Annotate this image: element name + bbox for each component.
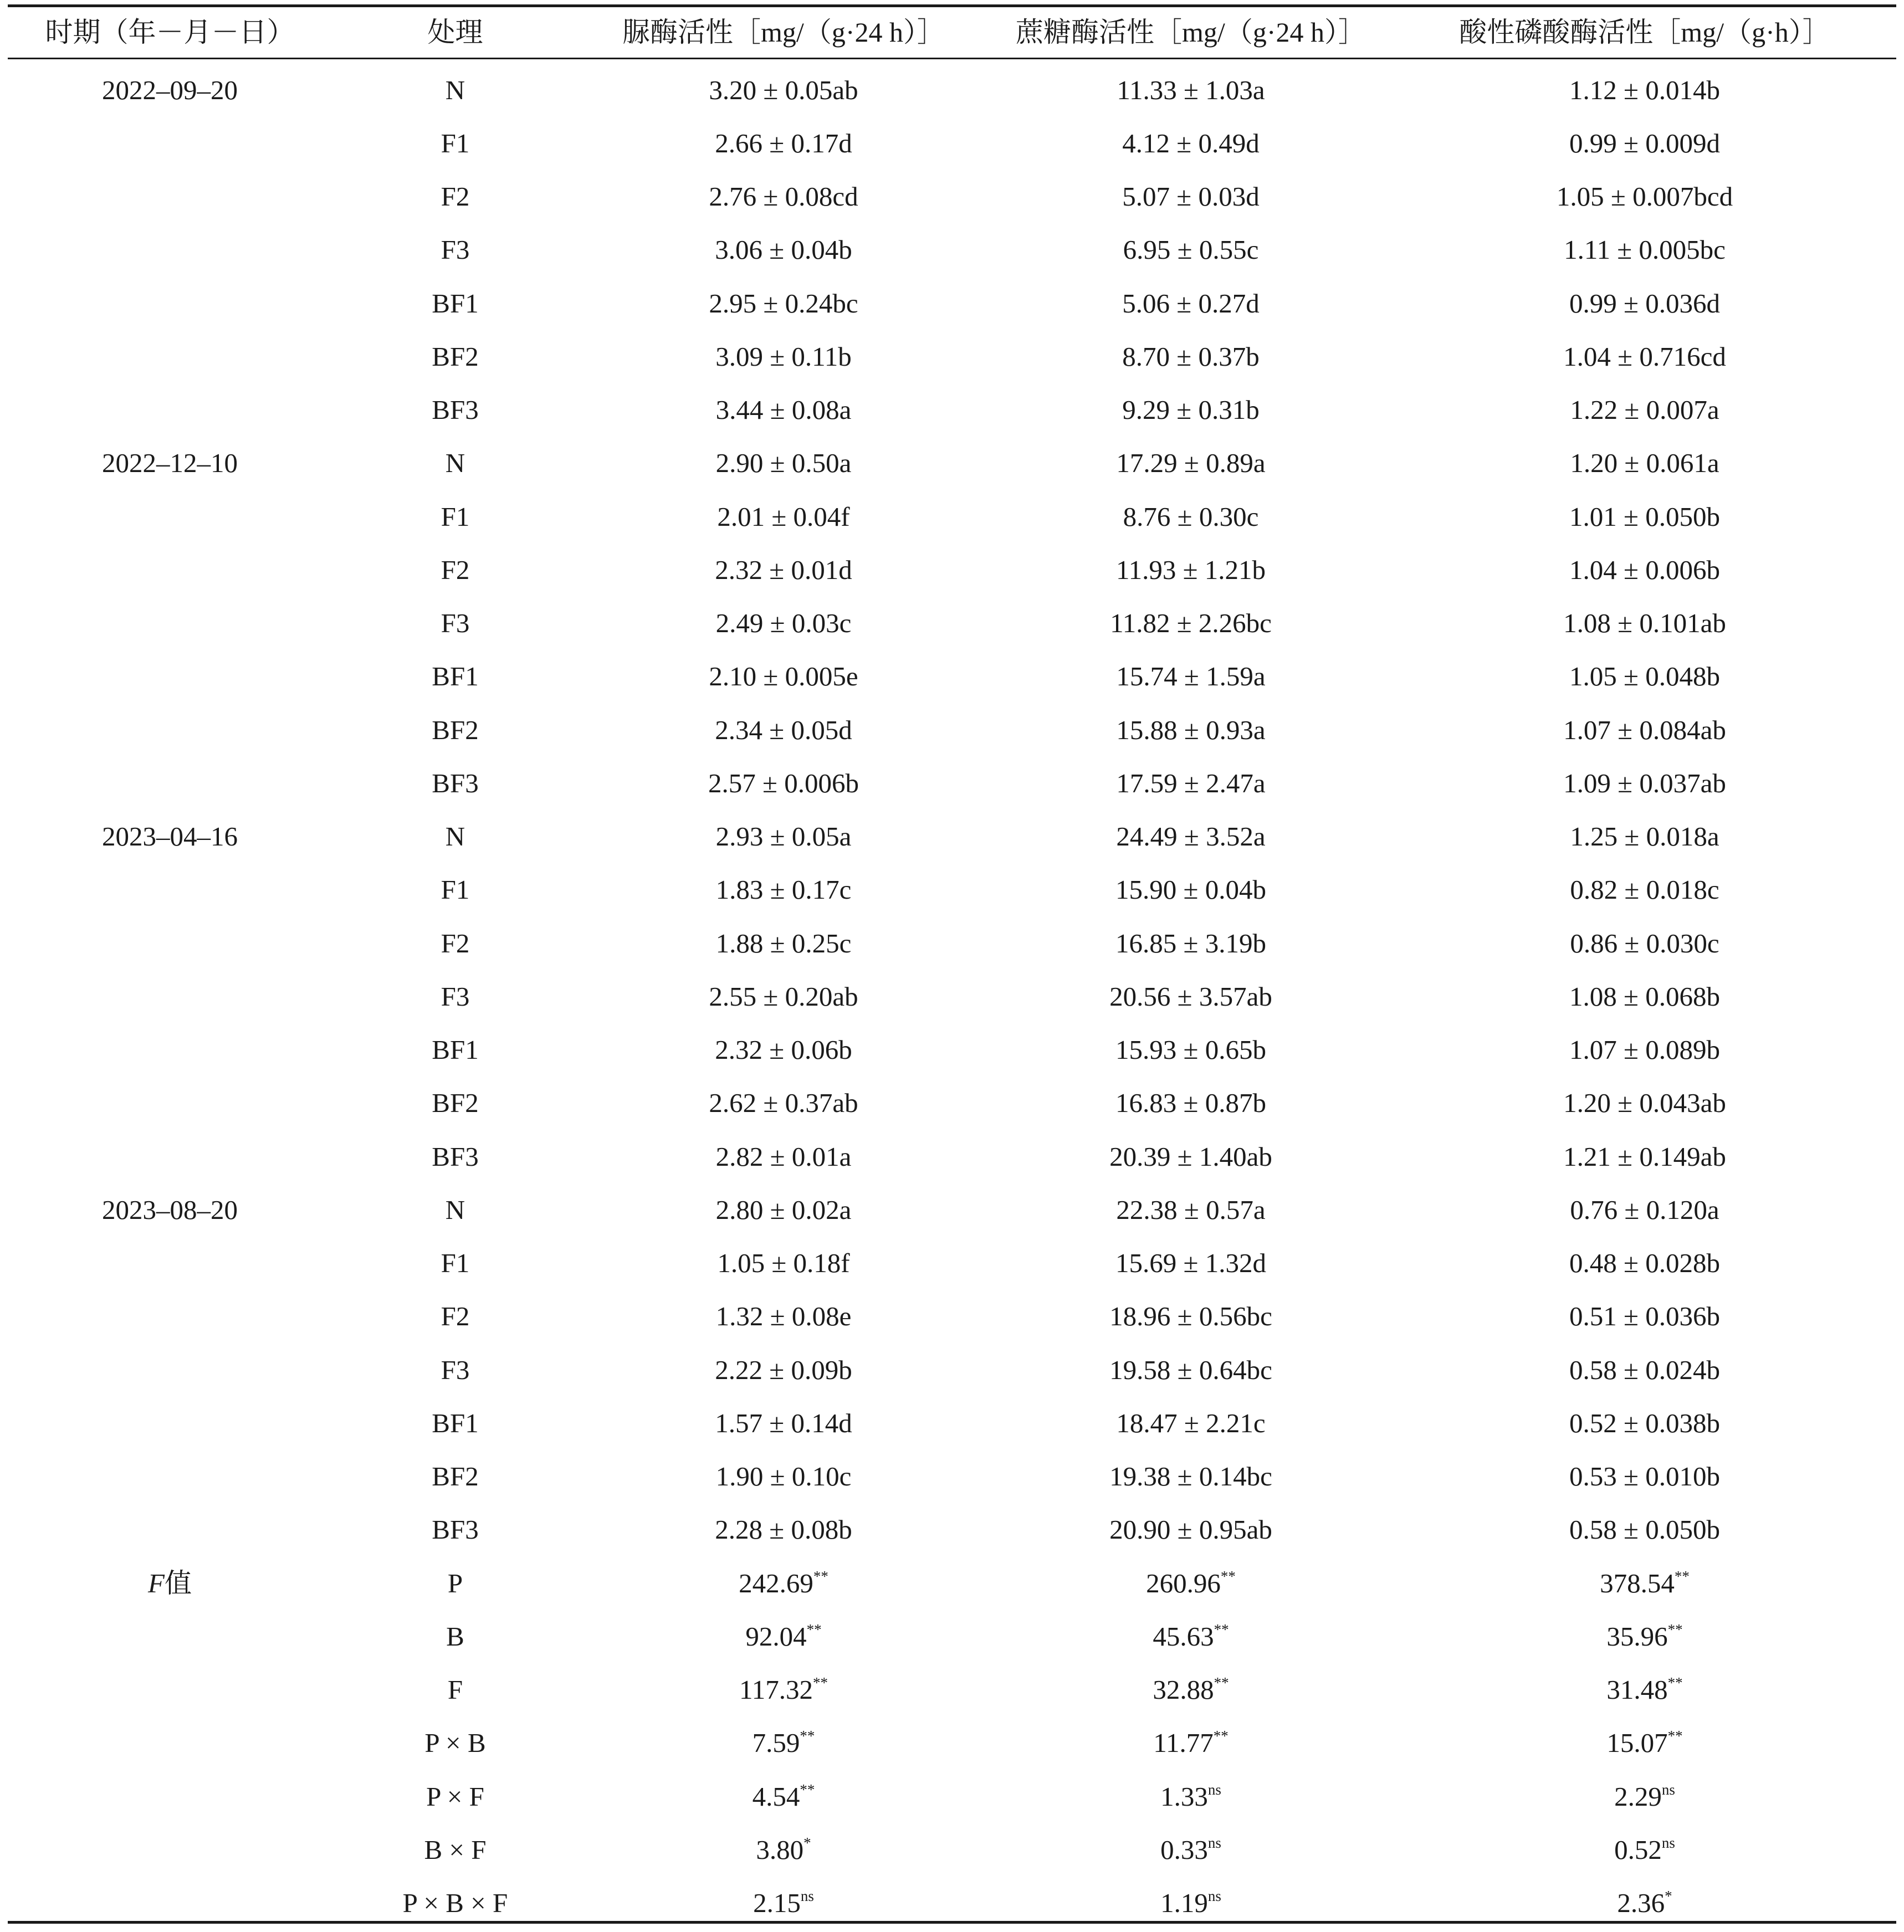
treatment-cell: F2 <box>441 181 470 212</box>
table-row <box>8 1450 1896 1503</box>
f-value-row <box>8 1877 1896 1930</box>
urease-cell: 2.57 ± 0.006b <box>708 767 859 798</box>
f-value-row <box>8 1716 1896 1770</box>
acid-phosphatase-cell: 1.20 ± 0.043ab <box>1563 1088 1726 1119</box>
sucrase-cell: 15.88 ± 0.93a <box>1116 714 1266 745</box>
enzyme-activity-table <box>8 7 1896 1930</box>
acid-phosphatase-f-cell <box>1393 1663 1896 1716</box>
sucrase-cell: 20.56 ± 3.57ab <box>1109 981 1272 1012</box>
treatment-cell: BF3 <box>432 1514 479 1545</box>
f-value: 3.80 <box>756 1834 804 1865</box>
f-value-row <box>8 1556 1896 1610</box>
treatment-cell: N <box>445 448 465 479</box>
significance-mark: ns <box>1661 1781 1675 1798</box>
f-value: 11.77 <box>1153 1728 1214 1759</box>
f-value-label-italic: F <box>148 1567 165 1598</box>
table-row <box>8 756 1896 809</box>
acid-phosphatase-cell: 1.05 ± 0.048b <box>1569 661 1720 692</box>
f-value-row <box>8 1663 1896 1716</box>
acid-phosphatase-cell: 1.08 ± 0.068b <box>1569 981 1720 1012</box>
treatment-cell: F3 <box>441 1354 470 1385</box>
acid-phosphatase-cell: 1.25 ± 0.018a <box>1570 821 1719 852</box>
treatment-cell: F1 <box>441 501 470 532</box>
acid-phosphatase-cell: 0.76 ± 0.120a <box>1570 1194 1719 1225</box>
significance-mark: ** <box>812 1674 828 1692</box>
sucrase-cell: 19.58 ± 0.64bc <box>1109 1354 1272 1385</box>
f-value-row <box>8 1610 1896 1663</box>
urease-cell: 3.09 ± 0.11b <box>715 341 852 372</box>
f-value: 378.54 <box>1600 1567 1675 1598</box>
factor-cell: P × B <box>424 1728 486 1759</box>
table-row <box>8 703 1896 756</box>
f-value: 2.29 <box>1614 1781 1662 1812</box>
urease-f-cell <box>579 1716 989 1770</box>
sucrase-cell: 16.83 ± 0.87b <box>1115 1088 1266 1119</box>
acid-phosphatase-cell: 0.82 ± 0.018c <box>1570 874 1719 905</box>
acid-phosphatase-f-cell <box>1393 1877 1896 1930</box>
period-cell <box>8 1450 332 1503</box>
acid-phosphatase-cell: 0.58 ± 0.024b <box>1569 1354 1720 1385</box>
f-value: 1.33 <box>1160 1781 1208 1812</box>
acid-phosphatase-cell: 1.04 ± 0.006b <box>1569 554 1720 585</box>
table-row <box>8 330 1896 383</box>
treatment-cell: BF2 <box>432 341 479 372</box>
header-sucrase: 蔗糖酶活性［mg/（g·24 h）］ <box>1016 17 1366 48</box>
sucrase-f-cell <box>989 1663 1393 1716</box>
significance-mark: ** <box>1674 1567 1690 1585</box>
urease-cell: 2.62 ± 0.37ab <box>709 1088 858 1119</box>
sucrase-cell: 15.74 ± 1.59a <box>1116 661 1266 692</box>
period-cell: 2023–04–16 <box>102 821 238 852</box>
period-cell <box>8 863 332 916</box>
period-cell <box>8 330 332 383</box>
treatment-cell: F1 <box>441 874 470 905</box>
acid-phosphatase-cell: 1.05 ± 0.007bcd <box>1556 181 1733 212</box>
treatment-cell: F3 <box>441 608 470 639</box>
header-acid-phosphatase: 酸性磷酸酶活性［mg/（g·h）］ <box>1459 17 1830 48</box>
urease-cell: 3.06 ± 0.04b <box>715 234 852 265</box>
urease-f-cell <box>579 1556 989 1610</box>
table-row <box>8 276 1896 330</box>
table-row <box>8 650 1896 703</box>
period-cell <box>8 543 332 596</box>
acid-phosphatase-cell: 1.21 ± 0.149ab <box>1563 1141 1726 1172</box>
significance-mark: * <box>1665 1888 1672 1905</box>
factor-cell: P <box>447 1567 463 1598</box>
table-row <box>8 1023 1896 1077</box>
sucrase-cell: 11.33 ± 1.03a <box>1117 74 1265 105</box>
acid-phosphatase-f-cell <box>1393 1716 1896 1770</box>
table-row <box>8 1290 1896 1343</box>
f-value: 0.33 <box>1160 1834 1208 1865</box>
period-cell <box>8 1556 332 1610</box>
urease-cell: 3.20 ± 0.05ab <box>709 74 858 105</box>
treatment-cell: F2 <box>441 927 470 959</box>
period-cell <box>8 1396 332 1449</box>
f-value: 117.32 <box>739 1674 813 1705</box>
sucrase-cell: 17.59 ± 2.47a <box>1116 767 1266 798</box>
urease-cell: 2.32 ± 0.06b <box>715 1034 852 1065</box>
table-row <box>8 116 1896 170</box>
header-treatment: 处理 <box>427 17 483 48</box>
sucrase-cell: 19.38 ± 0.14bc <box>1109 1461 1272 1492</box>
acid-phosphatase-cell: 1.11 ± 0.005bc <box>1564 234 1726 265</box>
table-row <box>8 223 1896 276</box>
treatment-cell: BF3 <box>432 394 479 426</box>
sucrase-cell: 4.12 ± 0.49d <box>1122 127 1260 158</box>
sucrase-cell: 5.07 ± 0.03d <box>1122 181 1260 212</box>
header-row <box>8 7 1896 58</box>
urease-cell: 2.55 ± 0.20ab <box>709 981 858 1012</box>
urease-cell: 2.95 ± 0.24bc <box>709 288 858 319</box>
table-row <box>8 1343 1896 1396</box>
acid-phosphatase-f-cell <box>1393 1610 1896 1663</box>
treatment-cell: BF2 <box>432 1088 479 1119</box>
table-row <box>8 810 1896 863</box>
table-row <box>8 597 1896 650</box>
sucrase-cell: 15.90 ± 0.04b <box>1115 874 1266 905</box>
f-value-row <box>8 1823 1896 1876</box>
urease-cell: 2.34 ± 0.05d <box>715 714 852 745</box>
urease-f-cell <box>579 1770 989 1823</box>
significance-mark: ** <box>1214 1621 1229 1638</box>
f-value-label: 值 <box>164 1567 192 1598</box>
urease-cell: 2.93 ± 0.05a <box>715 821 852 852</box>
urease-cell: 3.44 ± 0.08a <box>715 394 852 426</box>
table-row <box>8 863 1896 916</box>
header-urease: 脲酶活性［mg/（g·24 h）］ <box>622 17 945 48</box>
factor-cell: B × F <box>424 1834 487 1865</box>
sucrase-cell: 6.95 ± 0.55c <box>1123 234 1259 265</box>
urease-f-cell <box>579 1610 989 1663</box>
table-body <box>8 58 1896 1930</box>
treatment-cell: BF1 <box>432 288 479 319</box>
table-row <box>8 1183 1896 1236</box>
period-cell <box>8 1130 332 1183</box>
significance-mark: ** <box>1667 1728 1683 1745</box>
significance-mark: ns <box>1661 1834 1675 1851</box>
f-value: 2.15 <box>753 1888 801 1919</box>
sucrase-cell: 24.49 ± 3.52a <box>1116 821 1266 852</box>
f-value: 1.19 <box>1160 1888 1208 1919</box>
significance-mark: ** <box>1213 1728 1229 1745</box>
acid-phosphatase-cell: 1.20 ± 0.061a <box>1570 448 1719 479</box>
acid-phosphatase-cell: 1.04 ± 0.716cd <box>1563 341 1726 372</box>
period-cell <box>8 1823 332 1876</box>
sucrase-cell: 18.47 ± 2.21c <box>1116 1407 1266 1438</box>
period-cell <box>8 1237 332 1290</box>
urease-cell: 1.83 ± 0.17c <box>715 874 852 905</box>
period-cell <box>8 970 332 1023</box>
period-cell <box>8 650 332 703</box>
acid-phosphatase-cell: 0.58 ± 0.050b <box>1569 1514 1720 1545</box>
significance-mark: ** <box>800 1728 815 1745</box>
table-header <box>8 7 1896 58</box>
urease-cell: 2.49 ± 0.03c <box>715 608 852 639</box>
treatment-cell: F1 <box>441 1248 470 1279</box>
acid-phosphatase-cell: 0.99 ± 0.009d <box>1569 127 1720 158</box>
urease-cell: 2.10 ± 0.005e <box>709 661 858 692</box>
urease-cell: 1.05 ± 0.18f <box>717 1248 850 1279</box>
urease-cell: 1.32 ± 0.08e <box>715 1301 852 1332</box>
period-cell <box>8 1610 332 1663</box>
urease-cell: 2.22 ± 0.09b <box>715 1354 852 1385</box>
table-row <box>8 1503 1896 1556</box>
significance-mark: ** <box>813 1567 828 1585</box>
sucrase-cell: 11.82 ± 2.26bc <box>1110 608 1272 639</box>
acid-phosphatase-f-cell <box>1393 1823 1896 1876</box>
acid-phosphatase-cell: 0.51 ± 0.036b <box>1569 1301 1720 1332</box>
urease-cell: 1.57 ± 0.14d <box>715 1407 852 1438</box>
period-cell: 2022–12–10 <box>102 448 238 479</box>
period-cell <box>8 597 332 650</box>
f-value: 45.63 <box>1153 1621 1214 1652</box>
treatment-cell: N <box>445 1194 465 1225</box>
f-value: 242.69 <box>739 1567 813 1598</box>
period-cell <box>8 116 332 170</box>
factor-cell: P × F <box>426 1781 484 1812</box>
sucrase-f-cell <box>989 1877 1393 1930</box>
f-value: 0.52 <box>1614 1834 1662 1865</box>
period-cell: 2023–08–20 <box>102 1194 238 1225</box>
treatment-cell: F2 <box>441 554 470 585</box>
acid-phosphatase-cell: 1.07 ± 0.089b <box>1569 1034 1720 1065</box>
f-value: 4.54 <box>752 1781 800 1812</box>
table-row <box>8 1237 1896 1290</box>
acid-phosphatase-cell: 1.07 ± 0.084ab <box>1563 714 1726 745</box>
table-row <box>8 1396 1896 1449</box>
urease-cell: 2.32 ± 0.01d <box>715 554 852 585</box>
treatment-cell: BF2 <box>432 1461 479 1492</box>
significance-mark: ns <box>800 1888 814 1905</box>
sucrase-cell: 15.69 ± 1.32d <box>1115 1248 1266 1279</box>
acid-phosphatase-cell: 0.48 ± 0.028b <box>1569 1248 1720 1279</box>
treatment-cell: BF1 <box>432 661 479 692</box>
sucrase-cell: 5.06 ± 0.27d <box>1122 288 1260 319</box>
sucrase-f-cell <box>989 1556 1393 1610</box>
treatment-cell: BF2 <box>432 714 479 745</box>
factor-cell: F <box>447 1674 463 1705</box>
treatment-cell: N <box>445 74 465 105</box>
f-value: 32.88 <box>1153 1674 1214 1705</box>
significance-mark: ns <box>1207 1888 1221 1905</box>
period-cell <box>8 1077 332 1130</box>
urease-cell: 1.88 ± 0.25c <box>715 927 852 959</box>
significance-mark: ** <box>806 1621 822 1638</box>
factor-cell: B <box>446 1621 464 1652</box>
significance-mark: ** <box>1667 1621 1683 1638</box>
acid-phosphatase-cell: 1.08 ± 0.101ab <box>1563 608 1726 639</box>
treatment-cell: F1 <box>441 127 470 158</box>
treatment-cell: BF1 <box>432 1034 479 1065</box>
table-row <box>8 437 1896 490</box>
acid-phosphatase-cell: 0.86 ± 0.030c <box>1570 927 1719 959</box>
table-row <box>8 1077 1896 1130</box>
urease-cell: 2.82 ± 0.01a <box>715 1141 852 1172</box>
significance-mark: * <box>803 1834 811 1851</box>
urease-cell: 2.28 ± 0.08b <box>715 1514 852 1545</box>
sucrase-cell: 20.90 ± 0.95ab <box>1109 1514 1272 1545</box>
period-cell <box>8 703 332 756</box>
period-cell <box>8 1343 332 1396</box>
table-row <box>8 383 1896 437</box>
acid-phosphatase-cell: 1.22 ± 0.007a <box>1570 394 1719 426</box>
significance-mark: ns <box>1207 1834 1221 1851</box>
header-period: 时期（年－月－日） <box>45 17 295 48</box>
period-cell <box>8 223 332 276</box>
sucrase-cell: 11.93 ± 1.21b <box>1115 554 1266 585</box>
treatment-cell: F2 <box>441 1301 470 1332</box>
sucrase-cell: 16.85 ± 3.19b <box>1115 927 1266 959</box>
f-value: 31.48 <box>1606 1674 1668 1705</box>
sucrase-cell: 8.70 ± 0.37b <box>1122 341 1260 372</box>
table-row <box>8 916 1896 970</box>
table-row <box>8 170 1896 223</box>
acid-phosphatase-cell: 1.01 ± 0.050b <box>1569 501 1720 532</box>
f-value: 15.07 <box>1606 1728 1668 1759</box>
acid-phosphatase-cell: 0.99 ± 0.036d <box>1569 288 1720 319</box>
table-row <box>8 543 1896 596</box>
period-cell <box>8 1290 332 1343</box>
period-cell <box>8 1023 332 1077</box>
treatment-cell: BF3 <box>432 767 479 798</box>
significance-mark: ** <box>1220 1567 1236 1585</box>
acid-phosphatase-cell: 1.12 ± 0.014b <box>1569 74 1720 105</box>
urease-cell: 2.76 ± 0.08cd <box>709 181 858 212</box>
sucrase-f-cell <box>989 1716 1393 1770</box>
period-cell <box>8 383 332 437</box>
period-cell <box>8 1770 332 1823</box>
urease-cell: 2.80 ± 0.02a <box>715 1194 852 1225</box>
period-cell <box>8 916 332 970</box>
significance-mark: ** <box>1667 1674 1683 1692</box>
sucrase-f-cell <box>989 1770 1393 1823</box>
sucrase-f-cell <box>989 1823 1393 1876</box>
sucrase-cell: 9.29 ± 0.31b <box>1122 394 1260 426</box>
f-value: 35.96 <box>1606 1621 1668 1652</box>
sucrase-cell: 22.38 ± 0.57a <box>1116 1194 1266 1225</box>
sucrase-f-cell <box>989 1610 1393 1663</box>
acid-phosphatase-f-cell <box>1393 1770 1896 1823</box>
sucrase-cell: 17.29 ± 0.89a <box>1116 448 1266 479</box>
table-row <box>8 490 1896 543</box>
f-value: 7.59 <box>752 1728 800 1759</box>
treatment-cell: F3 <box>441 234 470 265</box>
table-row <box>8 1130 1896 1183</box>
treatment-cell: N <box>445 821 465 852</box>
period-cell <box>8 170 332 223</box>
period-cell <box>8 1877 332 1930</box>
f-value: 260.96 <box>1146 1567 1221 1598</box>
significance-mark: ** <box>800 1781 815 1798</box>
treatment-cell: F3 <box>441 981 470 1012</box>
sucrase-cell: 18.96 ± 0.56bc <box>1109 1301 1272 1332</box>
acid-phosphatase-f-cell <box>1393 1556 1896 1610</box>
acid-phosphatase-cell: 1.09 ± 0.037ab <box>1563 767 1726 798</box>
urease-cell: 2.90 ± 0.50a <box>715 448 852 479</box>
urease-f-cell <box>579 1663 989 1716</box>
f-value: 2.36 <box>1617 1888 1665 1919</box>
table-row <box>8 970 1896 1023</box>
period-cell <box>8 1503 332 1556</box>
period-cell <box>8 1716 332 1770</box>
urease-cell: 2.01 ± 0.04f <box>717 501 850 532</box>
urease-cell: 1.90 ± 0.10c <box>715 1461 852 1492</box>
f-value-row <box>8 1770 1896 1823</box>
urease-cell: 2.66 ± 0.17d <box>715 127 852 158</box>
acid-phosphatase-cell: 0.52 ± 0.038b <box>1569 1407 1720 1438</box>
treatment-cell: BF3 <box>432 1141 479 1172</box>
f-value: 92.04 <box>745 1621 807 1652</box>
urease-f-cell <box>579 1877 989 1930</box>
period-cell: 2022–09–20 <box>102 74 238 105</box>
table-row <box>8 58 1896 116</box>
urease-f-cell <box>579 1823 989 1876</box>
significance-mark: ns <box>1207 1781 1221 1798</box>
period-cell <box>8 276 332 330</box>
significance-mark: ** <box>1214 1674 1229 1692</box>
period-cell <box>8 756 332 809</box>
period-cell <box>8 490 332 543</box>
sucrase-cell: 8.76 ± 0.30c <box>1123 501 1259 532</box>
period-cell <box>8 1663 332 1716</box>
factor-cell: P × B × F <box>402 1888 508 1919</box>
acid-phosphatase-cell: 0.53 ± 0.010b <box>1569 1461 1720 1492</box>
treatment-cell: BF1 <box>432 1407 479 1438</box>
sucrase-cell: 20.39 ± 1.40ab <box>1109 1141 1272 1172</box>
sucrase-cell: 15.93 ± 0.65b <box>1115 1034 1266 1065</box>
